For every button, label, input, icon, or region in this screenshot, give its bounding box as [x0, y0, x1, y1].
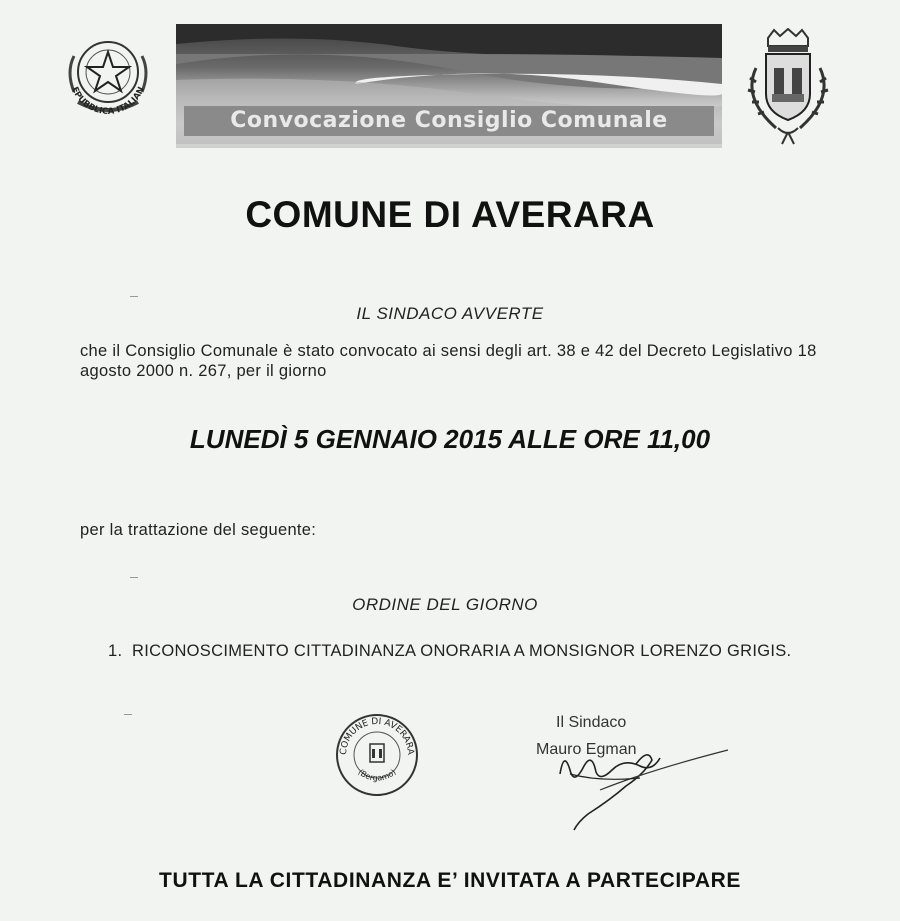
notice-heading: IL SINDACO AVVERTE	[356, 304, 544, 323]
svg-text:COMUNE DI AVERARA	[339, 717, 415, 756]
agenda-item-text: RICONOSCIMENTO CITTADINANZA ONORARIA A MONSIGNOR LORENZO GRIGIS.	[132, 642, 792, 660]
divider	[130, 577, 138, 578]
banner	[176, 24, 722, 148]
coat-of-arms-icon	[736, 28, 840, 148]
handwritten-signature	[540, 730, 740, 840]
signature-role: Il Sindaco	[556, 714, 627, 731]
stamp-icon	[334, 712, 420, 798]
agenda-list	[108, 641, 820, 661]
stamp-text: COMUNE DI AVERARA	[338, 716, 416, 756]
notice-intro: che il Consiglio Comunale è stato convocato ai sensi degli art. 38 e 42 del Decreto Legislativo 18 agosto 2000 n. 267, per il giorno	[80, 342, 817, 380]
emblem-caption: EPUBBLICA ITALIAN	[69, 85, 147, 117]
agenda-title: ORDINE DEL GIORNO	[352, 595, 538, 614]
banner-title: Convocazione Consiglio Comunale	[184, 106, 714, 136]
emblem-repubblica-italiana	[58, 26, 158, 126]
divider	[124, 714, 132, 715]
official-stamp	[334, 712, 420, 798]
divider	[130, 296, 138, 297]
coat-of-arms	[736, 28, 840, 148]
signature-name: Mauro Egman	[536, 741, 637, 758]
list-item	[108, 641, 820, 661]
agenda-item-number: 1.	[108, 642, 123, 660]
notice-trattazione: per la trattazione del seguente:	[80, 521, 317, 539]
signature-scribble-icon	[540, 730, 740, 840]
closing-invitation: TUTTA LA CITTADINANZA E’ INVITATA A PARTECIPARE	[159, 869, 741, 892]
page-title: COMUNE DI AVERARA	[245, 194, 655, 235]
star-emblem-icon	[58, 26, 158, 126]
meeting-date: LUNEDÌ 5 GENNAIO 2015 ALLE ORE 11,00	[189, 424, 711, 454]
stamp-bottom-text: (Bergamo)	[356, 767, 398, 783]
svg-text:(Bergamo)	[356, 768, 397, 783]
